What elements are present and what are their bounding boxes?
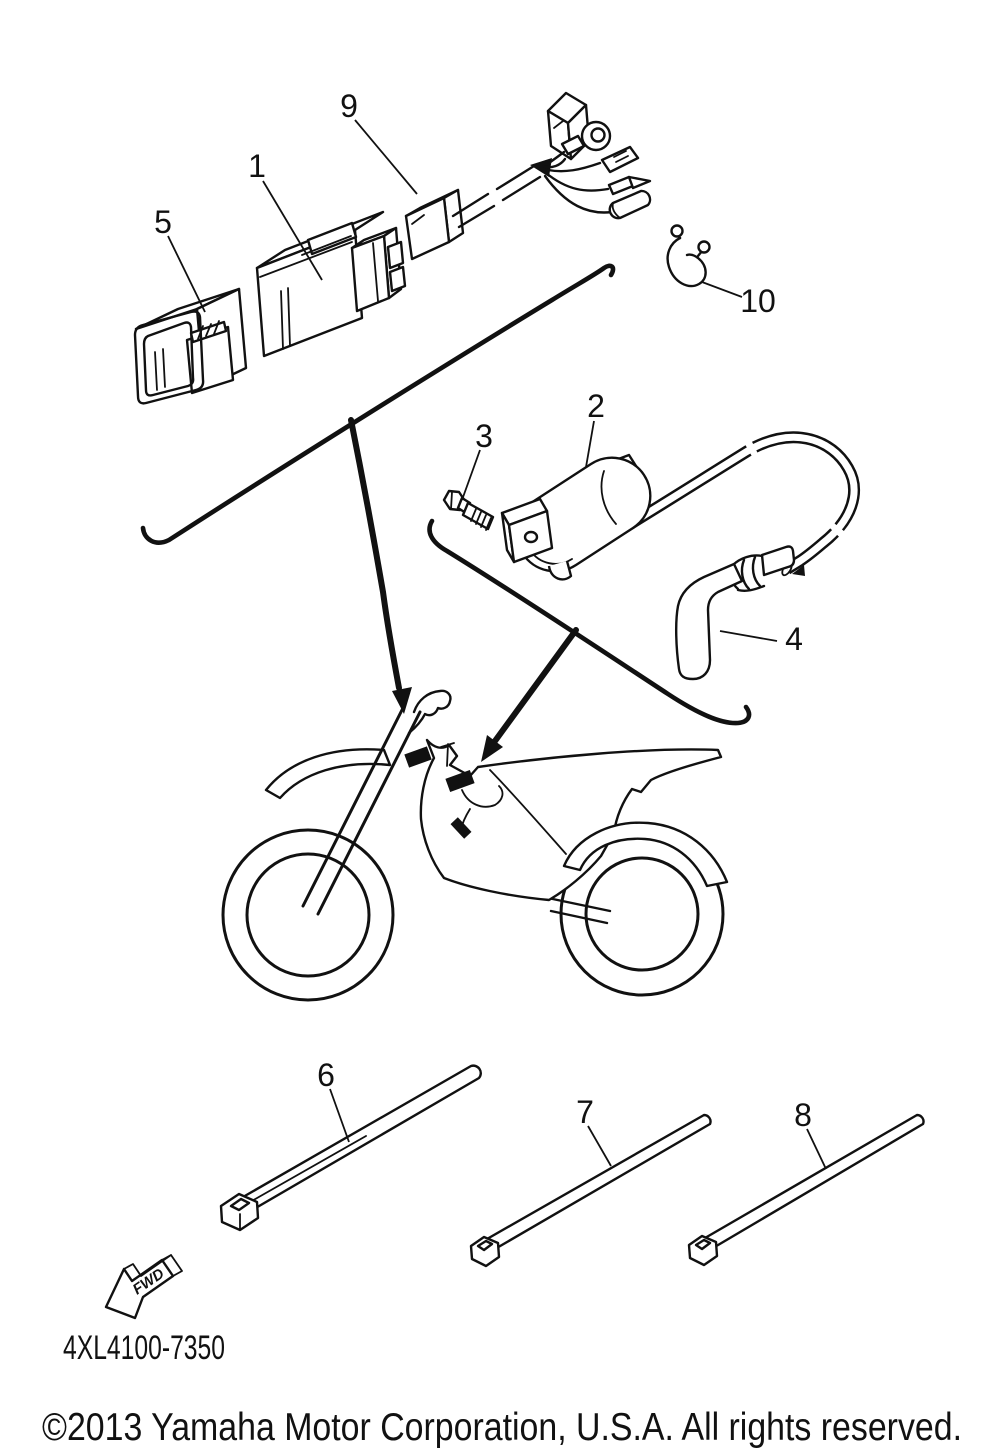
- bike-body: [421, 740, 721, 900]
- part-5-unit-cover: [135, 289, 246, 403]
- leader-8: [807, 1129, 826, 1169]
- part-1-cdi-unit: [257, 212, 405, 356]
- callout-numbers: [154, 88, 812, 1133]
- callout-2: 2: [587, 388, 605, 424]
- callout-9: 9: [340, 88, 358, 124]
- leader-6: [330, 1089, 349, 1142]
- part-7-cable-tie: [471, 1115, 711, 1266]
- callout-4: 4: [785, 621, 803, 657]
- part-10-clamp: [668, 226, 710, 287]
- bullet-terminal: [546, 173, 650, 194]
- callout-5: 5: [154, 204, 172, 240]
- motorcycle-silhouette: [223, 691, 727, 1000]
- part-2-ignition-coil: [502, 455, 650, 579]
- fwd-direction-arrow: [106, 1255, 182, 1318]
- callout-6: 6: [317, 1057, 335, 1093]
- part-8-cable-tie: [689, 1115, 923, 1265]
- leader-7: [588, 1126, 611, 1166]
- leader-9: [355, 120, 417, 194]
- part-4-plug-cap: [676, 547, 794, 680]
- callout-1: 1: [248, 148, 266, 184]
- leader-10: [702, 282, 742, 297]
- swingarm: [548, 898, 610, 923]
- callout-3: 3: [475, 418, 493, 454]
- leader-5: [168, 236, 205, 312]
- rear-wheel-inner: [586, 858, 698, 970]
- diagram-code: 4XL4100-7350: [63, 1329, 225, 1367]
- callout-7: 7: [576, 1094, 594, 1130]
- leader-4: [720, 631, 777, 641]
- cap-nipple: [731, 547, 794, 591]
- copyright-text: ©2013 Yamaha Motor Corporation, U.S.A. All rights reserved.: [42, 1406, 962, 1449]
- part-3-bolt: [444, 491, 493, 530]
- part-9-wire-harness: [406, 93, 650, 259]
- location-arrow-mid: [481, 630, 576, 762]
- handlebar: [409, 691, 450, 733]
- harness-lead: [453, 166, 540, 227]
- leader-2: [586, 421, 594, 467]
- leader-3: [462, 450, 480, 500]
- part-6-cable-tie: [221, 1066, 481, 1230]
- front-fork: [303, 704, 420, 914]
- cap-boot: [676, 564, 742, 679]
- location-arrow-front: [351, 420, 412, 714]
- callout-8: 8: [794, 1097, 812, 1133]
- fwd-label: FWD: [129, 1265, 168, 1299]
- front-wheel-inner: [247, 854, 369, 976]
- callout-10: 10: [740, 283, 776, 319]
